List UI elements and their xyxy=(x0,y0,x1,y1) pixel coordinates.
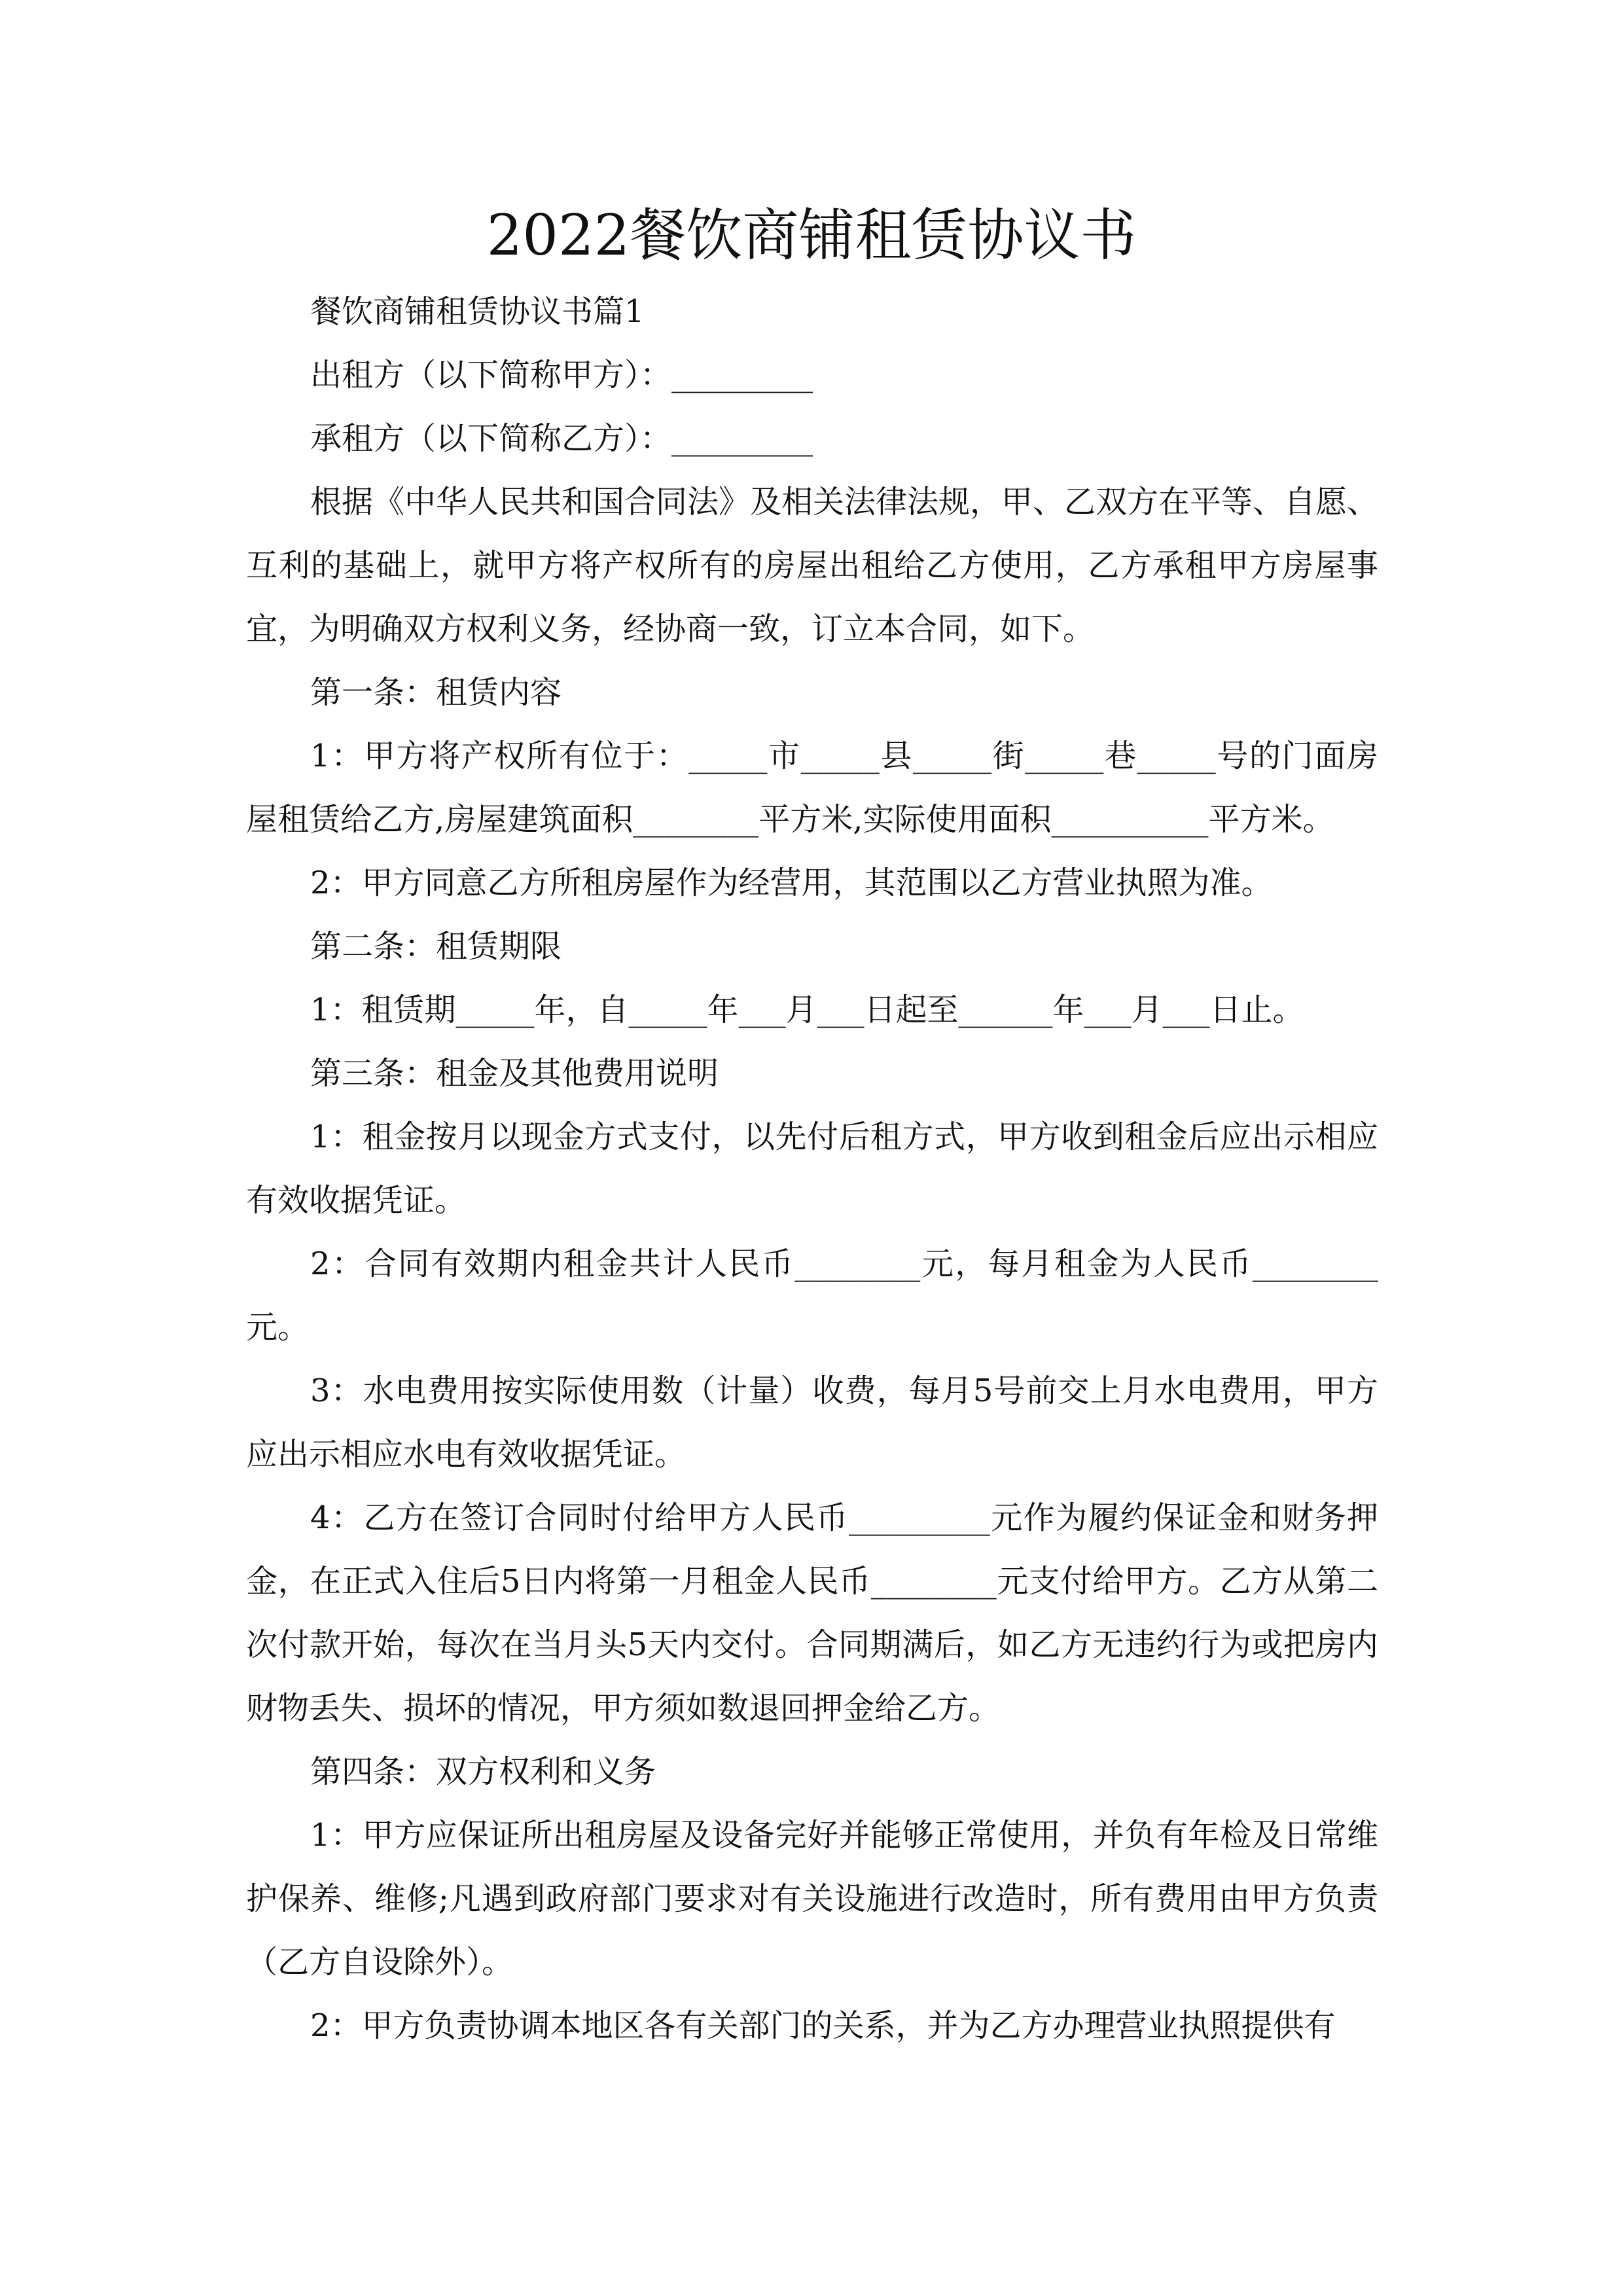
article-3-heading: 第三条：租金及其他费用说明 xyxy=(310,1055,719,1092)
section-heading: 餐饮商铺租赁协议书篇1 xyxy=(310,293,645,330)
article-3-clause-1: 1：租金按月以现金方式支付，以先付后租方式，甲方收到租金后应出示相应有效收据凭证。 xyxy=(246,1119,1378,1219)
article-1-heading: 第一条：租赁内容 xyxy=(310,674,562,711)
article-2-heading: 第二条：租赁期限 xyxy=(310,928,562,965)
document-title: 2022餐饮商铺租赁协议书 xyxy=(486,203,1137,268)
document-body xyxy=(246,280,1378,2058)
article-2-clause-1: 1：租赁期_____年，自_____年___月___日起至______年___月___日止。 xyxy=(310,992,1304,1028)
article-4-clause-2: 2：甲方负责协调本地区各有关部门的关系，并为乙方办理营业执照提供有 xyxy=(310,2007,1336,2044)
article-3-clause-2: 2：合同有效期内租金共计人民币________元，每月租金为人民币________元。 xyxy=(246,1246,1378,1346)
article-3-clause-3: 3：水电费用按实际使用数（计量）收费，每月5号前交上月水电费用，甲方应出示相应水电有效收据凭证。 xyxy=(246,1372,1378,1473)
article-4-heading: 第四条：双方权利和义务 xyxy=(310,1753,656,1790)
lessee-line: 承租方（以下简称乙方）：_________ xyxy=(310,420,813,457)
article-4-clause-1: 1：甲方应保证所出租房屋及设备完好并能够正常使用，并负有年检及日常维护保养、维修;凡遇到政府部门要求对有关设施进行改造时，所有费用由甲方负责（乙方自设除外）。 xyxy=(246,1817,1378,1981)
lessor-line: 出租方（以下简称甲方）：_________ xyxy=(310,357,813,393)
article-1-clause-2: 2：甲方同意乙方所租房屋作为经营用，其范围以乙方营业执照为准。 xyxy=(310,865,1273,901)
article-1-clause-1: 1：甲方将产权所有位于：_____市_____县_____街_____巷_____号的门面房屋租赁给乙方,房屋建筑面积________平方米,实际使用面积__________平方米。 xyxy=(246,738,1378,838)
preamble-paragraph: 根据《中华人民共和国合同法》及相关法律法规，甲、乙双方在平等、自愿、互利的基础上，就甲方将产权所有的房屋出租给乙方使用，乙方承租甲方房屋事宜，为明确双方权利义务，经协商一致，订立本合同，如下。 xyxy=(246,484,1379,647)
article-3-clause-4: 4：乙方在签订合同时付给甲方人民币_________元作为履约保证金和财务押金，在正式入住后5日内将第一月租金人民币________元支付给甲方。乙方从第二次付款开始，每次在当月头5天内交付。合同期满后，如乙方无违约行为或把房内财物丢失、损坏的情况，甲方须如数退回押金给乙方。 xyxy=(246,1499,1378,1727)
